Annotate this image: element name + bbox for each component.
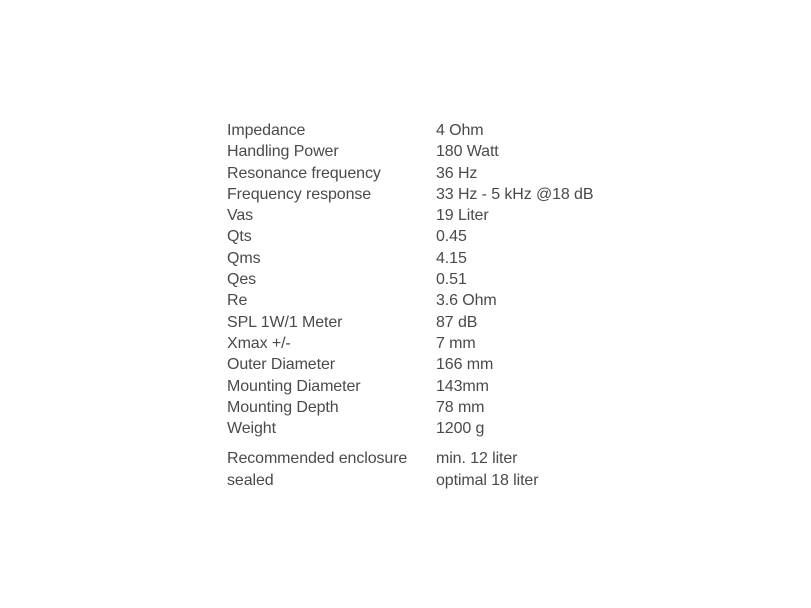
spec-label: Frequency response [227,185,372,203]
spec-value: 36 Hz [436,164,478,182]
spec-label: SPL 1W/1 Meter [227,313,343,331]
enclosure-label: Recommended enclosure [227,450,408,468]
spec-label: Qms [227,249,261,267]
spec-row-weight [227,418,593,439]
spec-row-vas [227,205,593,226]
enclosure-row-recommended [227,448,593,469]
spec-label: Mounting Diameter [227,377,361,395]
spec-value: 166 mm [436,356,494,374]
spec-row-spl [227,312,593,333]
spec-value: 7 mm [436,334,476,352]
spec-label: Resonance frequency [227,164,381,182]
spec-label: Weight [227,420,276,438]
spec-label: Xmax +/- [227,334,291,352]
enclosure-label: sealed [227,471,274,489]
spec-row-mounting-diameter [227,376,593,397]
spec-label: Handling Power [227,143,339,161]
enclosure-row-sealed [227,470,593,491]
spec-row-outer-diameter [227,354,593,375]
spec-label: Qes [227,271,257,289]
spec-row-qes [227,269,593,290]
spec-row-handling-power [227,141,593,162]
spec-value: 0.45 [436,228,467,246]
enclosure-value: optimal 18 liter [436,471,539,489]
spec-value: 4 Ohm [436,122,484,139]
spec-value: 180 Watt [436,143,499,161]
enclosure-value: min. 12 liter [436,450,518,468]
spec-value: 19 Liter [436,207,489,225]
spec-row-mounting-depth [227,397,593,418]
spec-value: 87 dB [436,313,478,331]
spec-row-resonance-frequency [227,163,593,184]
specifications-table [227,120,593,491]
spec-label: Re [227,292,248,310]
spec-label: Qts [227,228,252,246]
spec-row-frequency-response [227,184,593,205]
spec-label: Vas [227,207,254,225]
spec-label: Outer Diameter [227,356,335,374]
spec-row-xmax [227,333,593,354]
spec-value: 33 Hz - 5 kHz @18 dB [436,185,594,203]
spec-value: 4.15 [436,249,467,267]
spec-value: 78 mm [436,398,485,416]
spec-value: 1200 g [436,420,485,438]
spec-label: Mounting Depth [227,398,339,416]
section-spacer [227,439,593,448]
spec-row-qts [227,226,593,247]
spec-value: 0.51 [436,271,467,289]
spec-row-impedance [227,120,593,141]
spec-value: 3.6 Ohm [436,292,497,310]
spec-value: 143mm [436,377,489,395]
spec-label: Impedance [227,122,306,139]
spec-row-qms [227,248,593,269]
spec-row-re [227,290,593,311]
